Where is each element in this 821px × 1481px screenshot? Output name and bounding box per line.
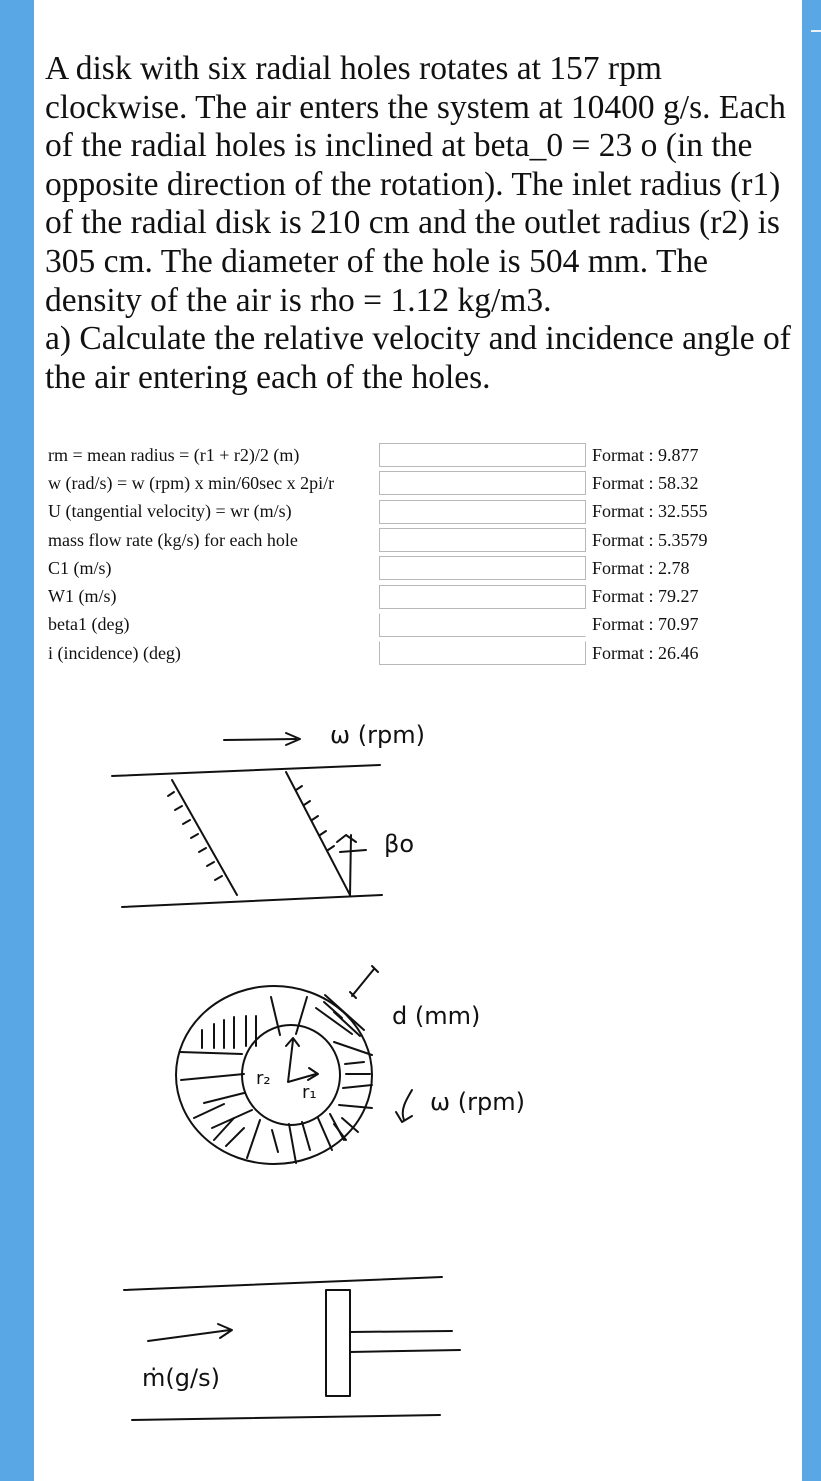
- answer-format: Format : 58.32: [592, 472, 699, 493]
- beta-reference-line: [350, 835, 351, 896]
- hatch-left: [168, 792, 222, 880]
- answer-format: Format : 32.555: [592, 501, 708, 522]
- answer-format: Format : 79.27: [592, 586, 699, 607]
- answer-label: W1 (m/s): [48, 586, 117, 607]
- answer-label: U (tangential velocity) = wr (m/s): [48, 501, 292, 522]
- inclined-hole-sketch: [112, 733, 382, 907]
- question-page: [34, 0, 802, 1481]
- top-omega-label: ω (rpm): [330, 721, 425, 749]
- hole-bottom: [247, 1120, 296, 1163]
- answer-format: Format : 5.3579: [592, 529, 708, 550]
- disk-section-rect: [326, 1290, 350, 1396]
- lower-wall-line: [122, 895, 382, 907]
- answer-label: w (rad/s) = w (rpm) x min/60sec x 2pi/r: [48, 472, 335, 493]
- hole-diameter-marker: [350, 966, 378, 998]
- mass-flow-sketch: [124, 1277, 460, 1420]
- upper-wall-line: [112, 765, 380, 776]
- rotation-arrow: [224, 739, 296, 740]
- answer-format: Format : 70.97: [592, 614, 699, 635]
- hole-diameter-label: d (mm): [392, 1002, 481, 1030]
- hole-left-edge: [172, 780, 237, 895]
- hatch-right: [296, 786, 334, 850]
- sketch-diagrams: [34, 0, 802, 1481]
- hole-left: [180, 1052, 244, 1080]
- shaft-lines: [350, 1331, 460, 1352]
- channel-bottom-line: [132, 1415, 440, 1420]
- channel-top-line: [124, 1277, 442, 1290]
- r1-label: r₁: [302, 1082, 317, 1103]
- rotation-direction-arrow: [396, 1090, 412, 1122]
- radial-disk-sketch: [176, 966, 412, 1164]
- mass-flow-arrow: [148, 1324, 232, 1341]
- answer-label: C1 (m/s): [48, 557, 112, 578]
- problem-question: a) Calculate the relative velocity and incidence angle of the air entering each of the holes.: [45, 320, 791, 396]
- hole-top: [271, 997, 307, 1035]
- mass-flow-label: ṁ(g/s): [142, 1364, 220, 1392]
- answer-label: i (incidence) (deg): [48, 642, 181, 663]
- scroll-indicator: [811, 30, 821, 32]
- beta-label: βo: [384, 830, 414, 858]
- answer-format: Format : 26.46: [592, 642, 699, 663]
- answer-label: rm = mean radius = (r1 + r2)/2 (m): [48, 444, 300, 465]
- answer-label: beta1 (deg): [48, 614, 130, 635]
- r2-label: r₂: [256, 1068, 271, 1089]
- disk-omega-label: ω (rpm): [430, 1088, 525, 1116]
- answer-label: mass flow rate (kg/s) for each hole: [48, 529, 298, 550]
- answer-format: Format : 2.78: [592, 557, 690, 578]
- radius-lines: [288, 1040, 316, 1082]
- problem-paragraph: A disk with six radial holes rotates at 157 rpm clockwise. The air enters the system at 10400 g/s. Each of the radial holes is inclined at beta_0 = 23 o (in the opposite direction of the rotation). The inlet radius (r1) of the radial disk is 210 cm and the outlet radius (r2) is 305 cm. The diameter of the hole is 504 mm. The density of the air is rho = 1.12 kg/m3.: [45, 50, 786, 319]
- answer-format: Format : 9.877: [592, 444, 699, 465]
